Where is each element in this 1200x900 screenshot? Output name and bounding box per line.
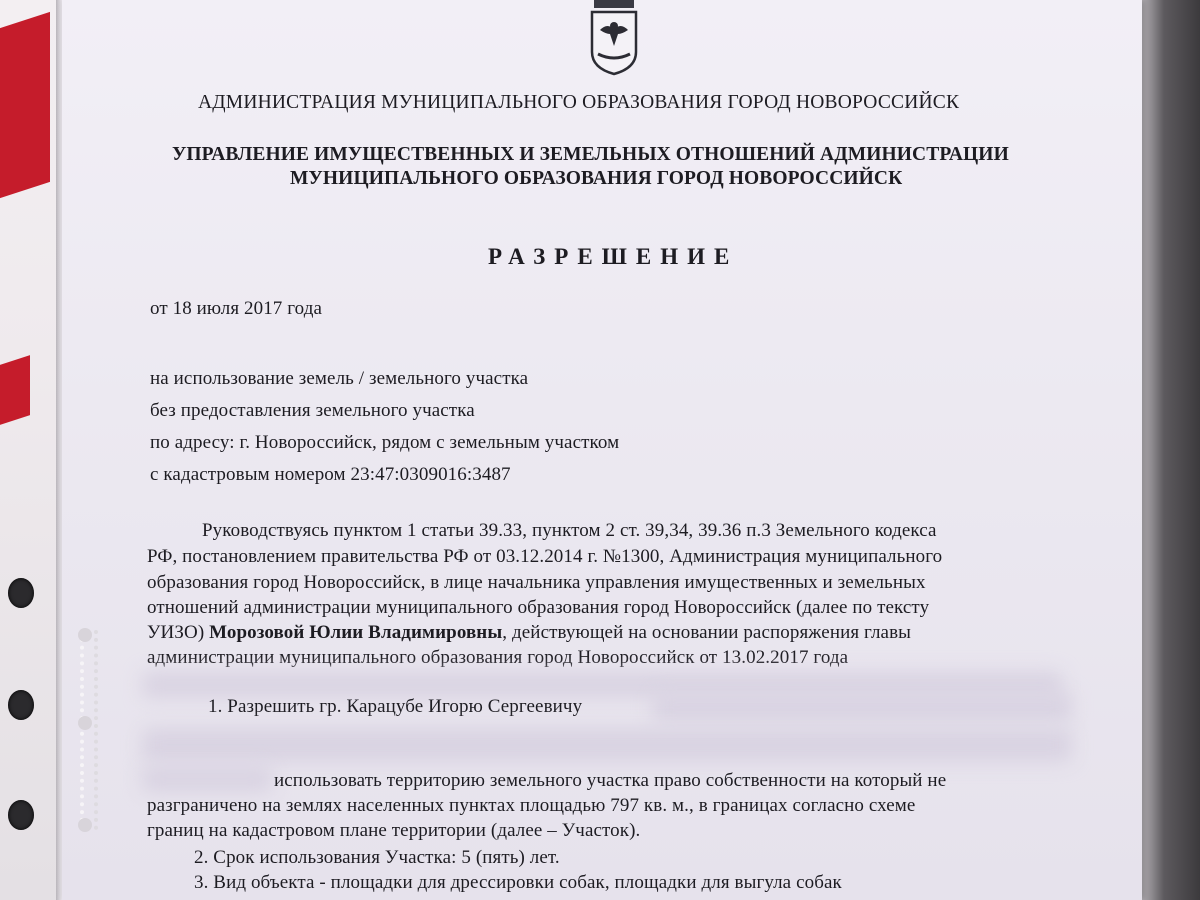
redacted-region (142, 728, 1072, 762)
punch-hole (8, 690, 34, 720)
punch-hole (8, 578, 34, 608)
department-header-line1: УПРАВЛЕНИЕ ИМУЩЕСТВЕННЫХ И ЗЕМЕЛЬНЫХ ОТНОШЕНИЙ АДМИНИСТРАЦИИ (172, 144, 1009, 165)
preamble-line-2: РФ, постановлением правительства РФ от 03.12.2014 г. №1300, Администрация муниципального (147, 546, 943, 567)
permit-document (62, 0, 1142, 900)
subject-line-1: на использование земель / земельного участка (150, 368, 529, 389)
folder-red-print (0, 355, 30, 425)
background-right (1140, 0, 1200, 900)
item-3: 3. Вид объекта - площадки для дрессировки собак, площадки для выгула собак (194, 872, 842, 893)
punch-hole (8, 800, 34, 830)
item-1-text-line-1: использовать территорию земельного участка право собственности на который не (274, 770, 947, 791)
subject-line-2: без предоставления земельного участка (150, 400, 475, 421)
document-date: от 18 июля 2017 года (150, 298, 323, 319)
preamble-line-1: Руководствуясь пунктом 1 статьи 39.33, пунктом 2 ст. 39,34, 39.36 п.3 Земельного кодекса (202, 520, 937, 541)
item-1-heading: 1. Разрешить гр. Карацубе Игорю Сергеевичу (208, 696, 583, 717)
item-2: 2. Срок использования Участка: 5 (пять) лет. (194, 847, 560, 868)
preamble-prefix: УИЗО) (147, 622, 210, 643)
binding-knot (78, 628, 92, 642)
preamble-line-5 (147, 622, 911, 644)
folder-red-print (0, 12, 50, 198)
official-name: Морозовой Юлии Владимировны (209, 622, 503, 643)
administration-header: АДМИНИСТРАЦИЯ МУНИЦИПАЛЬНОГО ОБРАЗОВАНИЯ ГОРОД НОВОРОССИЙСК (198, 92, 960, 113)
red-folder-edge (0, 0, 58, 900)
department-header-line2: МУНИЦИПАЛЬНОГО ОБРАЗОВАНИЯ ГОРОД НОВОРОССИЙСК (290, 168, 903, 189)
item-1-text-line-3: границ на кадастровом плане территории (далее – Участок). (147, 820, 641, 841)
item-1-text-line-2: разграничено на землях населенных пунктах площадью 797 кв. м., в границах согласно схеме (147, 795, 916, 816)
subject-line-3: по адресу: г. Новороссийск, рядом с земельным участком (150, 432, 620, 453)
preamble-line-3: образования город Новороссийск, в лице начальника управления имущественных и земельных (147, 572, 926, 593)
coat-of-arms-icon (588, 0, 640, 76)
binding-knot (78, 818, 92, 832)
redacted-region (652, 692, 1072, 722)
document-title: РАЗРЕШЕНИЕ (488, 244, 739, 269)
binding-thread (80, 630, 98, 830)
redacted-region (142, 766, 272, 792)
binding-knot (78, 716, 92, 730)
subject-line-4: с кадастровым номером 23:47:0309016:3487 (150, 464, 511, 485)
preamble-line-4: отношений администрации муниципального образования город Новороссийск (далее по тексту (147, 597, 930, 618)
preamble-suffix: , действующей на основании распоряжения главы (502, 622, 912, 643)
preamble-line-6: администрации муниципального образования город Новороссийск от 13.02.2017 года (147, 647, 849, 668)
